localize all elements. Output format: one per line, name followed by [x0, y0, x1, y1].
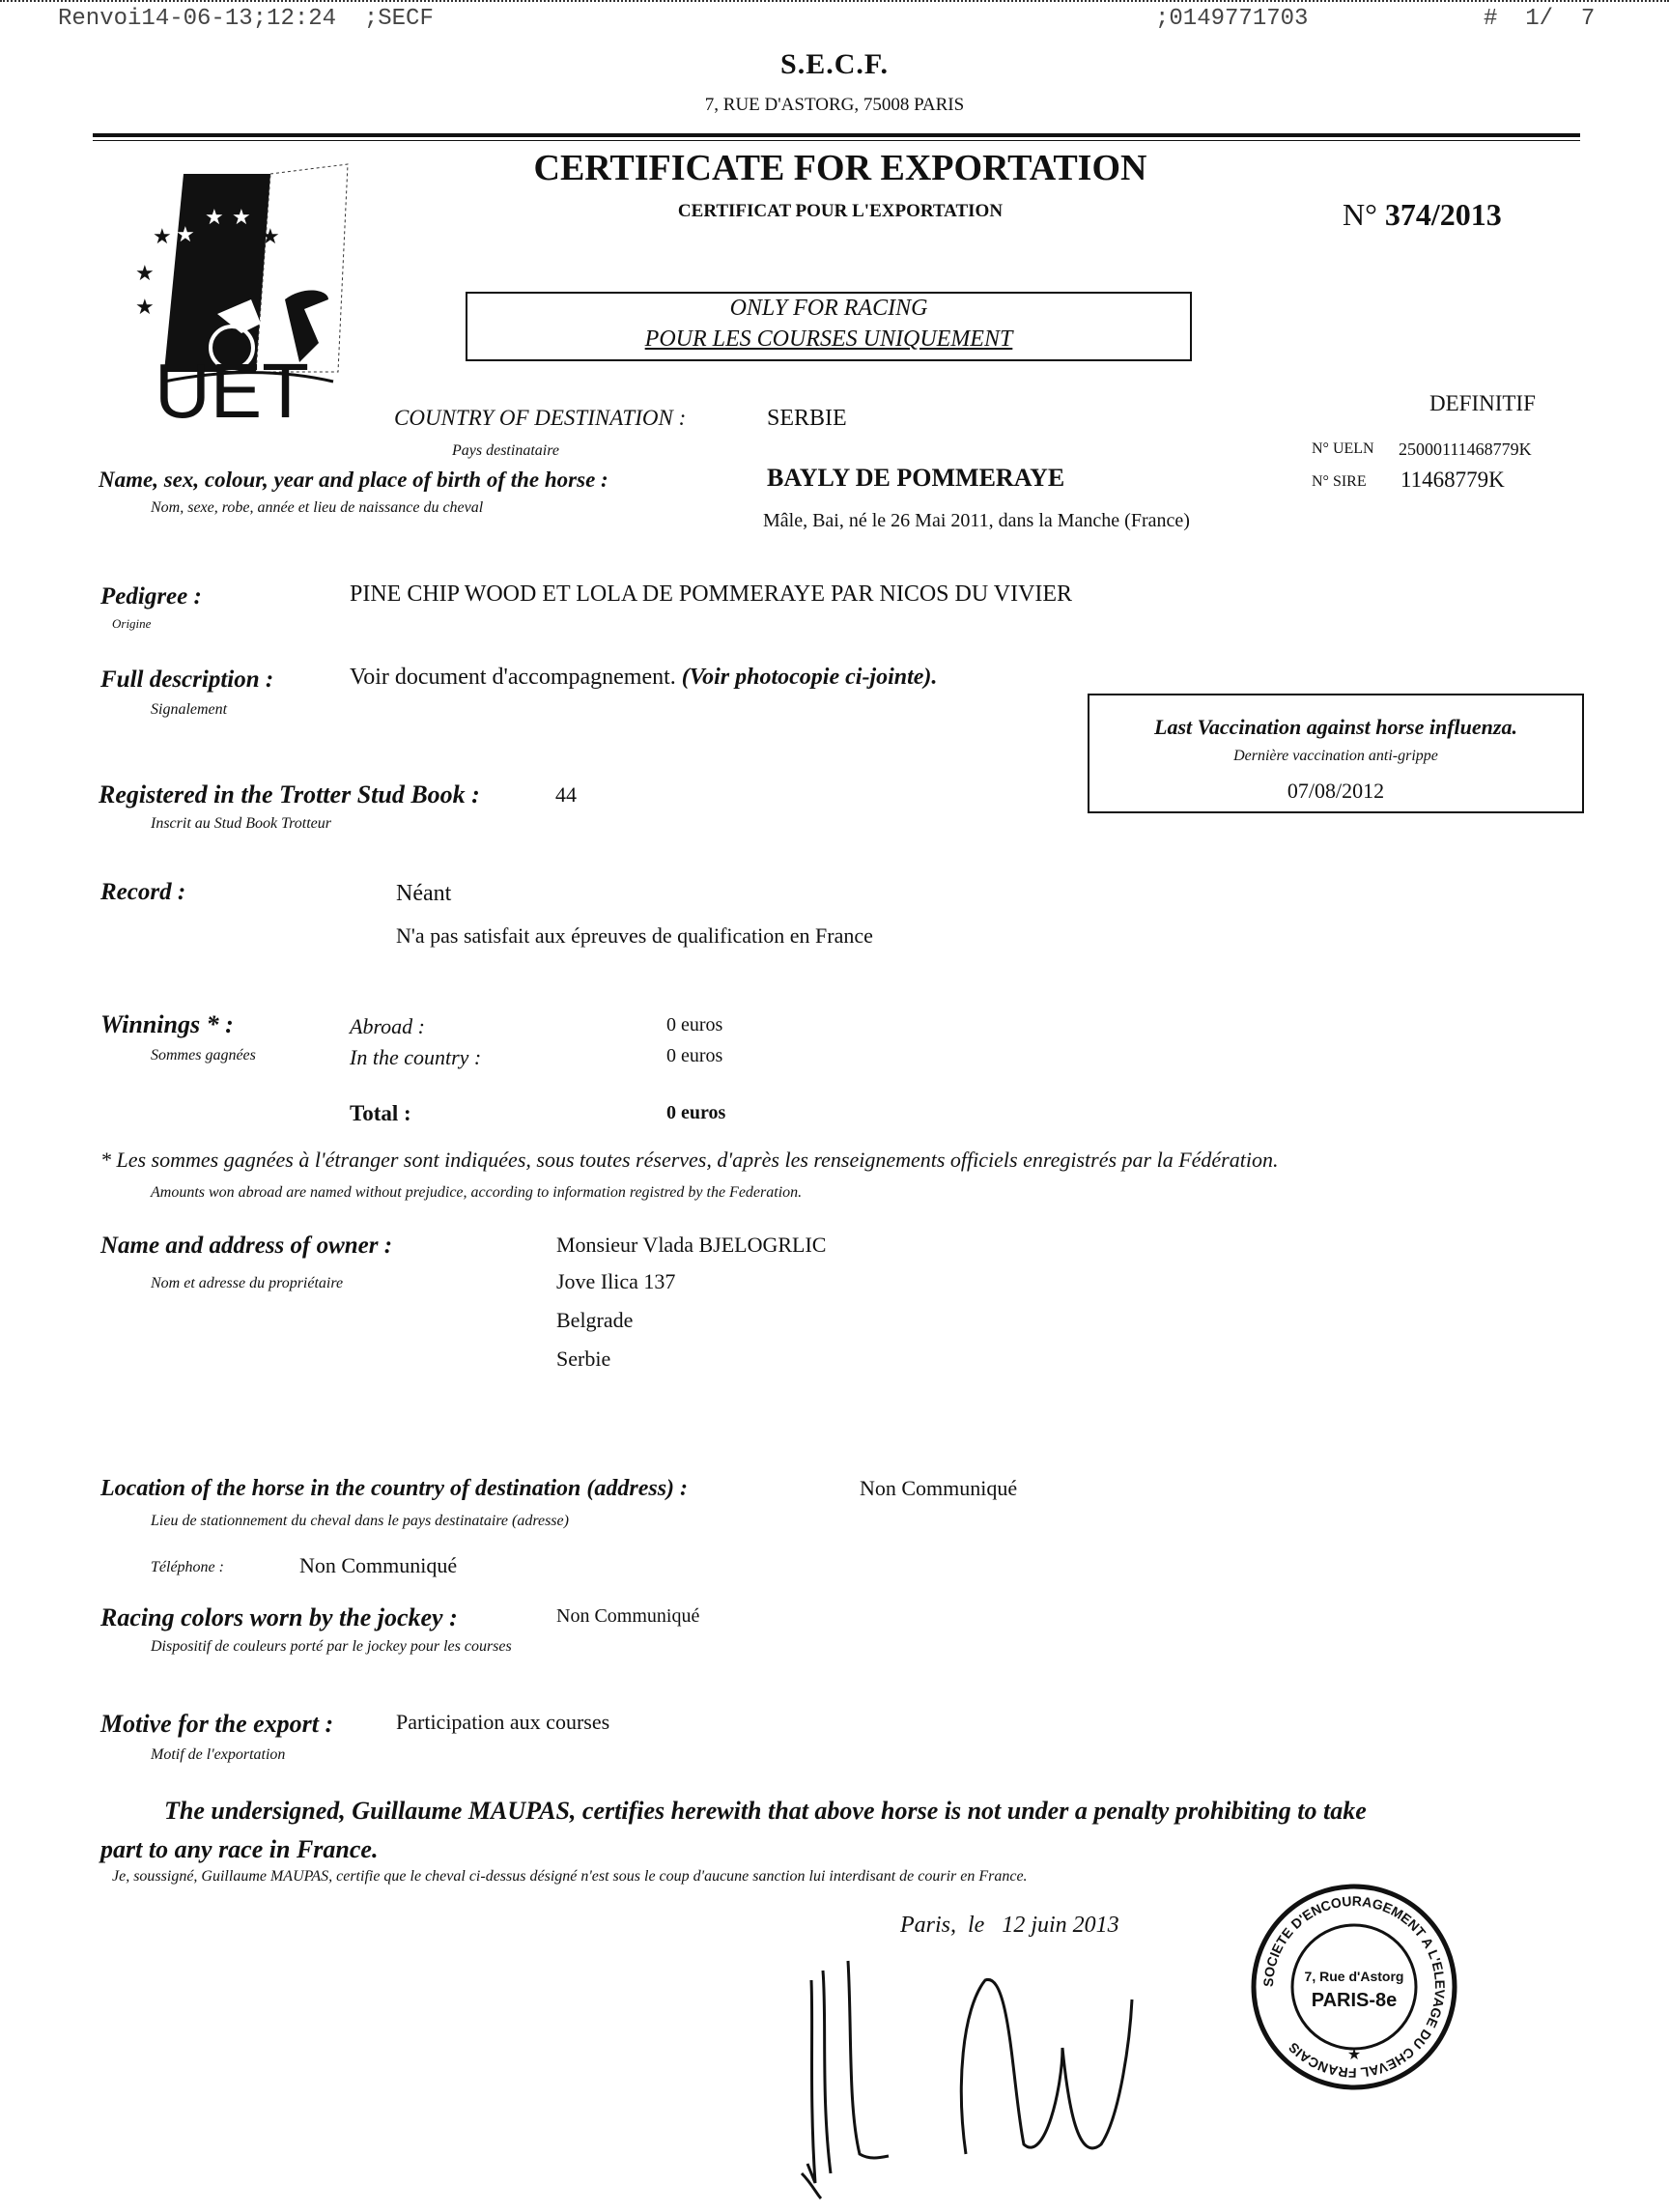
location-label: Location of the horse in the country of destination (address) :	[100, 1476, 689, 1501]
svg-text:★: ★	[232, 205, 251, 229]
header-rule-thin	[93, 140, 1580, 141]
phone-label: Téléphone :	[151, 1559, 224, 1575]
svg-text:★: ★	[1346, 2047, 1362, 2063]
winnings-abroad-value: 0 euros	[666, 1014, 723, 1035]
sire-label: N° SIRE	[1312, 473, 1367, 490]
colors-label: Racing colors worn by the jockey :	[100, 1603, 458, 1631]
uet-logo-text: UET	[155, 348, 309, 434]
record-value: Néant	[396, 881, 452, 906]
horse-name: BAYLY DE POMMERAYE	[767, 464, 1065, 492]
ueln-value: 25000111468779K	[1399, 440, 1532, 459]
location-label-fr: Lieu de stationnement du cheval dans le pays destinataire (adresse)	[151, 1513, 569, 1529]
svg-text:★: ★	[176, 222, 195, 246]
colors-label-fr: Dispositif de couleurs porté par le jockey pour les courses	[151, 1638, 512, 1655]
owner-city: Belgrade	[556, 1308, 634, 1332]
fax-header-page: # 1/ 7	[1484, 6, 1596, 32]
svg-text:★: ★	[135, 261, 155, 285]
winnings-footnote-fr: * Les sommes gagnées à l'étranger sont indiquées, sous toutes réserves, d'après les renseignements officiels enregistrés par la Fédération.	[100, 1148, 1279, 1172]
studbook-value: 44	[555, 782, 577, 807]
description-text: Voir document d'accompagnement.	[350, 665, 676, 690]
certificate-number-label: N°	[1343, 197, 1377, 232]
certificate-number	[1343, 197, 1502, 233]
pedigree-value: PINE CHIP WOOD ET LOLA DE POMMERAYE PAR NICOS DU VIVIER	[350, 581, 1073, 607]
fax-header-left: Renvoi14-06-13;12:24 ;SECF	[58, 6, 434, 32]
owner-label: Name and address of owner :	[100, 1233, 393, 1259]
description-label: Full description :	[100, 666, 274, 693]
owner-street: Jove Ilica 137	[556, 1269, 676, 1293]
certify-line-1: The undersigned, Guillaume MAUPAS, certifies herewith that above horse is not under a penalty prohibiting to take	[164, 1797, 1367, 1825]
owner-country: Serbie	[556, 1347, 611, 1371]
official-stamp-ring	[1238, 1876, 1470, 2098]
description-value	[350, 665, 937, 691]
official-stamp	[1238, 1876, 1470, 2098]
fax-top-border	[0, 0, 1669, 2]
ueln-label: N° UELN	[1312, 440, 1374, 457]
winnings-country-value: 0 euros	[666, 1045, 723, 1066]
colors-value: Non Communiqué	[556, 1605, 700, 1627]
place-date: Paris, le 12 juin 2013	[900, 1913, 1119, 1938]
certificate-title: CERTIFICATE FOR EXPORTATION	[533, 148, 1147, 188]
racing-only-en: ONLY FOR RACING	[729, 296, 928, 321]
description-note: (Voir photocopie ci-jointe).	[681, 665, 938, 690]
certificate-title-fr: CERTIFICAT POUR L'EXPORTATION	[677, 201, 1004, 221]
description-label-fr: Signalement	[151, 701, 228, 718]
vaccination-label: Last Vaccination against horse influenza.	[1154, 715, 1517, 739]
svg-text:★: ★	[205, 205, 224, 229]
racing-only-fr: POUR LES COURSES UNIQUEMENT	[644, 326, 1013, 352]
horse-label-fr: Nom, sexe, robe, année et lieu de naissance du cheval	[151, 499, 484, 516]
studbook-label: Registered in the Trotter Stud Book :	[99, 780, 480, 808]
motive-label: Motive for the export :	[100, 1710, 334, 1738]
svg-text:★: ★	[261, 224, 280, 248]
svg-text:★: ★	[153, 224, 172, 248]
signature	[792, 1942, 1236, 2202]
horse-details: Mâle, Bai, né le 26 Mai 2011, dans la Manche (France)	[763, 510, 1190, 531]
status-definitif: DEFINITIF	[1429, 391, 1536, 415]
winnings-abroad-label: Abroad :	[350, 1014, 426, 1038]
owner-label-fr: Nom et adresse du propriétaire	[151, 1275, 344, 1291]
owner-name: Monsieur Vlada BJELOGRLIC	[556, 1233, 827, 1257]
stamp-line-2: PARIS-8e	[1311, 1990, 1398, 2011]
winnings-total-value: 0 euros	[666, 1102, 726, 1123]
horse-label: Name, sex, colour, year and place of birth of the horse :	[99, 468, 608, 492]
stamp-line-1: 7, Rue d'Astorg	[1304, 1969, 1404, 1984]
pedigree-label: Pedigree :	[100, 583, 202, 610]
stamp-ring-text: SOCIETE D'ENCOURAGEMENT A L'ELEVAGE DU CHEVAL FRANCAIS	[1259, 1892, 1449, 2082]
phone-value: Non Communiqué	[299, 1553, 458, 1577]
record-label: Record :	[100, 879, 186, 905]
header-rule	[93, 133, 1580, 137]
studbook-label-fr: Inscrit au Stud Book Trotteur	[151, 815, 331, 832]
certify-line-2: part to any race in France.	[100, 1835, 379, 1863]
org-name: S.E.C.F.	[780, 48, 889, 80]
location-value: Non Communiqué	[860, 1476, 1018, 1500]
certificate-number-value: 374/2013	[1384, 197, 1502, 232]
fax-header-number: ;0149771703	[1155, 6, 1309, 32]
destination-label-fr: Pays destinataire	[452, 442, 559, 459]
org-address: 7, RUE D'ASTORG, 75008 PARIS	[704, 95, 965, 115]
winnings-country-label: In the country :	[350, 1045, 482, 1069]
sire-value: 11468779K	[1400, 468, 1505, 492]
winnings-label-fr: Sommes gagnées	[151, 1047, 256, 1063]
vaccination-label-fr: Dernière vaccination anti-grippe	[1233, 748, 1438, 764]
destination-label: COUNTRY OF DESTINATION :	[394, 406, 687, 430]
destination-value: SERBIE	[767, 406, 847, 431]
winnings-label: Winnings * :	[100, 1010, 234, 1038]
pedigree-label-fr: Origine	[112, 616, 152, 631]
winnings-footnote-en: Amounts won abroad are named without prejudice, according to information registred by the Federation.	[151, 1184, 803, 1201]
svg-text:★: ★	[135, 295, 155, 319]
certify-fr: Je, soussigné, Guillaume MAUPAS, certifie que le cheval ci-dessus désigné n'est sous le coup d'aucune sanction lui interdisant de courir en France.	[112, 1868, 1028, 1885]
motive-value: Participation aux courses	[396, 1710, 610, 1734]
winnings-total-label: Total :	[350, 1101, 411, 1125]
uet-logo	[126, 155, 377, 435]
motive-label-fr: Motif de l'exportation	[151, 1746, 286, 1763]
record-note: N'a pas satisfait aux épreuves de qualification en France	[396, 923, 873, 948]
vaccination-date: 07/08/2012	[1287, 779, 1385, 803]
